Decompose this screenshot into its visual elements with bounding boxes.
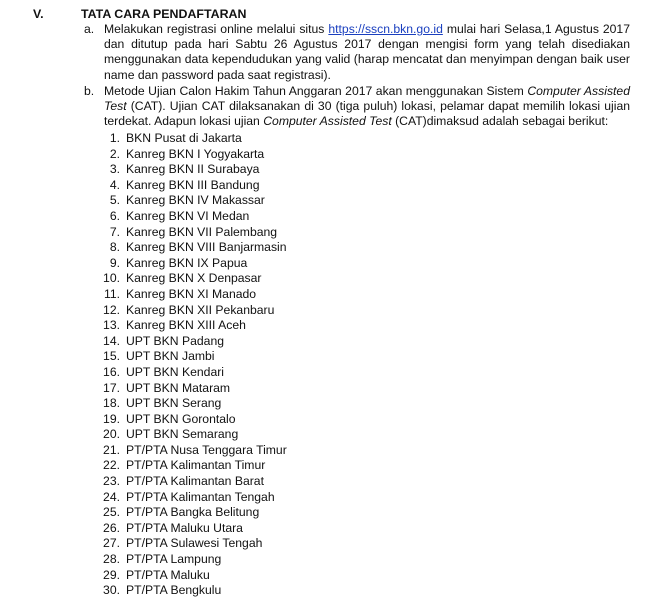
location-item [100,568,287,584]
item-b-label: b. [84,84,95,98]
item-a-paragraph [104,22,630,83]
item-b-paragraph [104,84,630,130]
location-number: 30. [103,583,120,598]
location-number: 11. [103,286,120,301]
location-item [100,240,287,256]
location-name: Kanreg BKN XIII Aceh [126,318,246,333]
location-name: Kanreg BKN XI Manado [126,286,257,301]
item-b-text-3: (CAT)dimaksud adalah sebagai berikut: [391,114,609,129]
location-number: 16. [103,364,120,379]
location-name: PT/PTA Kalimantan Barat [126,474,264,489]
location-item [100,334,287,350]
location-item [100,349,287,365]
location-number: 1. [109,131,120,145]
location-name: PT/PTA Maluku [126,567,210,582]
location-item [100,365,287,381]
location-name: Kanreg BKN IX Papua [126,255,248,270]
location-number: 17. [103,380,120,395]
item-a-label: a. [84,22,95,36]
item-b-text-2: (CAT). Ujian CAT dilaksanakan di 30 (tiga puluh) lokasi, pelamar dapat memilih lokasi ujian terdekat. Adapun lokasi ujian [104,99,630,129]
section-number: V. [33,7,44,21]
exam-location-list [100,131,287,599]
location-name: UPT BKN Padang [126,333,225,348]
location-name: Kanreg BKN II Surabaya [126,162,260,177]
location-name: Kanreg BKN VII Palembang [126,224,278,239]
location-number: 3. [109,162,120,177]
location-number: 19. [103,411,120,426]
location-item [100,536,287,552]
location-number: 4. [109,177,120,192]
location-name: UPT BKN Serang [126,396,222,411]
location-name: PT/PTA Lampung [126,552,222,567]
location-name: Kanreg BKN X Denpasar [126,271,262,286]
location-name: UPT BKN Kendari [126,364,224,379]
location-name: UPT BKN Jambi [126,349,215,364]
location-item [100,287,287,303]
location-number: 15. [103,349,120,364]
registration-link[interactable]: https://sscn.bkn.go.id [328,22,443,36]
location-number: 13. [103,318,120,333]
location-name: Kanreg BKN I Yogyakarta [126,146,265,161]
location-number: 20. [103,427,120,442]
item-b-text-1: Metode Ujian Calon Hakim Tahun Anggaran 2017 akan menggunakan Sistem [104,84,528,98]
location-number: 23. [103,474,120,489]
location-number: 14. [103,333,120,348]
item-a-text-start: Melakukan registrasi online melalui situs [104,22,329,36]
location-item [100,552,287,568]
location-name: Kanreg BKN VI Medan [126,208,250,223]
location-name: Kanreg BKN VIII Banjarmasin [126,240,287,255]
location-item [100,209,287,225]
location-number: 10. [103,271,120,286]
location-number: 24. [103,489,120,504]
location-item [100,458,287,474]
location-number: 6. [109,208,120,223]
location-number: 29. [103,567,120,582]
location-name: PT/PTA Kalimantan Tengah [126,489,275,504]
location-item [100,443,287,459]
location-item [100,256,287,272]
location-number: 25. [103,505,120,520]
location-number: 26. [103,520,120,535]
location-name: PT/PTA Kalimantan Timur [126,458,266,473]
location-number: 8. [109,240,120,255]
item-b-italic-2: Computer Assisted Test [263,114,392,129]
location-number: 12. [103,302,120,317]
item-a-text-end: mulai hari Selasa,1 Agustus 2017 dan ditutup pada hari Sabtu 26 Agustus 2017 dengan mengisi form yang telah disediakan menggunakan data kependudukan yang valid (harap mencatat dan menyimpan dengan baik user name dan password pada saat registrasi). [104,22,630,82]
location-item [100,131,287,147]
location-number: 18. [103,396,120,411]
location-name: PT/PTA Nusa Tenggara Timur [126,442,287,457]
location-number: 9. [109,255,120,270]
location-number: 5. [109,193,120,208]
location-number: 28. [103,552,120,567]
location-number: 21. [103,442,120,457]
location-item [100,583,287,599]
location-item [100,147,287,163]
location-name: UPT BKN Mataram [126,380,231,395]
location-name: PT/PTA Maluku Utara [126,520,243,535]
location-item [100,162,287,178]
location-item [100,521,287,537]
location-name: Kanreg BKN IV Makassar [126,193,265,208]
location-name: PT/PTA Sulawesi Tengah [126,536,263,551]
location-name: Kanreg BKN XII Pekanbaru [126,302,275,317]
location-number: 22. [103,458,120,473]
location-item [100,412,287,428]
location-item [100,396,287,412]
location-item [100,474,287,490]
location-name: BKN Pusat di Jakarta [126,131,242,145]
section-title: TATA CARA PENDAFTARAN [81,7,247,21]
location-item [100,318,287,334]
location-name: Kanreg BKN III Bandung [126,177,260,192]
location-item [100,271,287,287]
location-item [100,178,287,194]
location-number: 7. [109,224,120,239]
location-name: UPT BKN Semarang [126,427,239,442]
location-item [100,303,287,319]
location-item [100,381,287,397]
location-name: PT/PTA Bengkulu [126,583,222,598]
item-b-italic-1: Computer Assisted Test [104,84,630,114]
location-item [100,193,287,209]
location-name: UPT BKN Gorontalo [126,411,236,426]
location-number: 27. [103,536,120,551]
location-number: 2. [109,146,120,161]
location-item [100,427,287,443]
location-name: PT/PTA Bangka Belitung [126,505,260,520]
location-item [100,225,287,241]
location-item [100,490,287,506]
location-item [100,505,287,521]
